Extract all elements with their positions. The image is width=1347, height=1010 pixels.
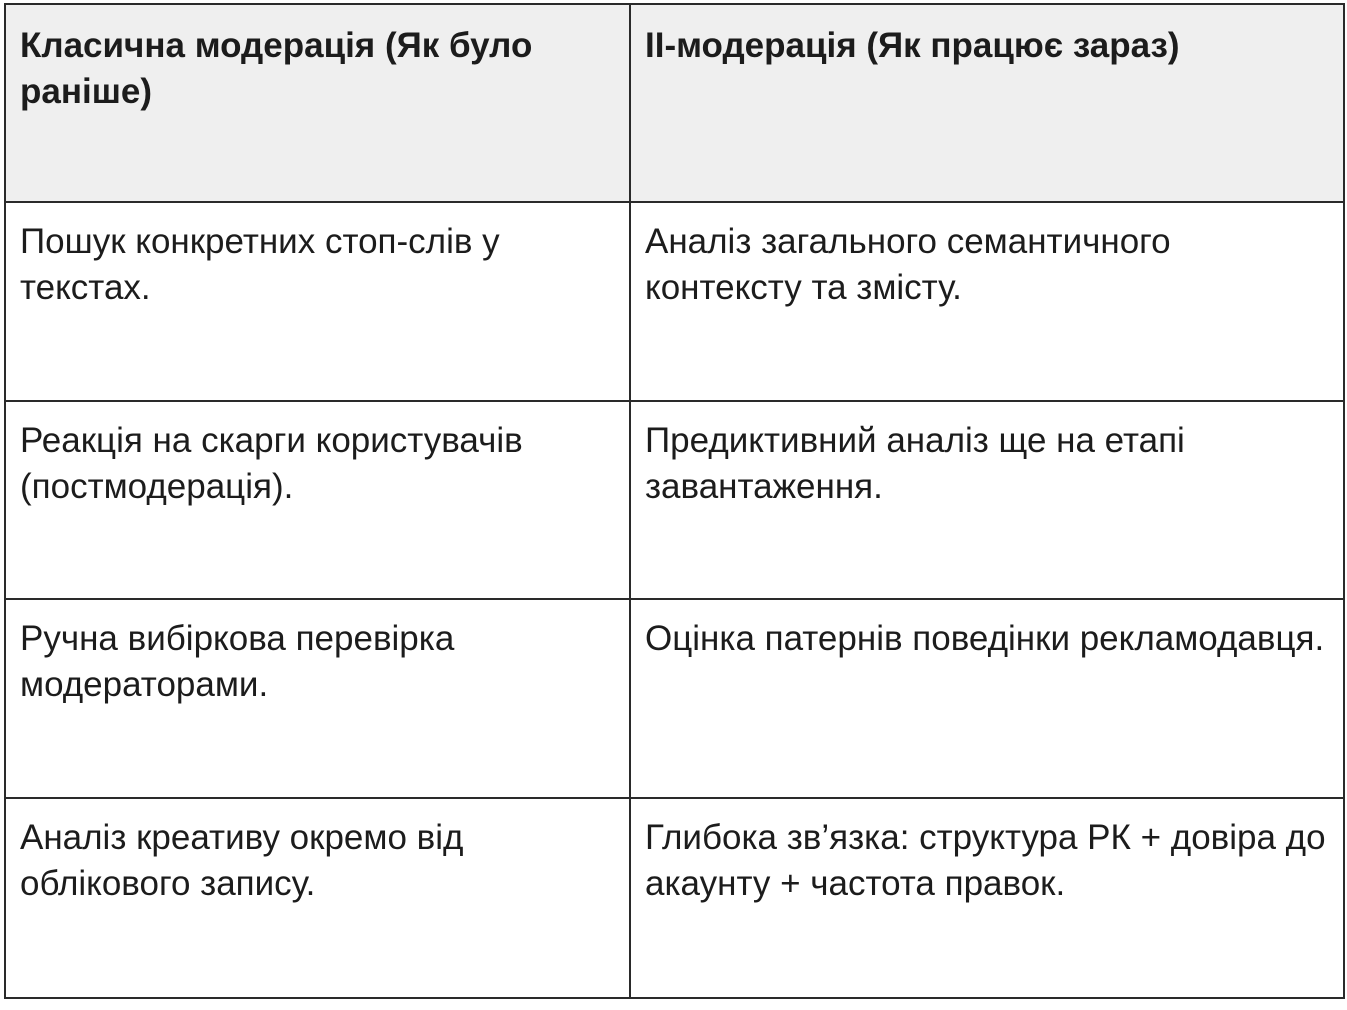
header-cell-ai-moderation: ІІ-модерація (Як працює зараз) bbox=[631, 5, 1343, 203]
comparison-table bbox=[4, 3, 1345, 999]
table-cell-row3-ai: Оцінка патернів поведінки рекламодавця. bbox=[631, 600, 1343, 798]
table-cell-row2-ai: Предиктивний аналіз ще на етапі завантаження. bbox=[631, 402, 1343, 600]
table-cell-row1-ai: Аналіз загального семантичного контексту та змісту. bbox=[631, 203, 1343, 401]
table-cell-row3-classic: Ручна вибіркова перевірка модераторами. bbox=[6, 600, 631, 798]
header-cell-classic-moderation: Класична модерація (Як було раніше) bbox=[6, 5, 631, 203]
table-cell-row4-ai: Глибока зв’язка: структура РК + довіра до акаунту + частота правок. bbox=[645, 817, 1326, 903]
table-cell-row2-classic: Реакція на скарги користувачів (постмодерація). bbox=[6, 402, 631, 600]
table-cell-row1-classic: Пошук конкретних стоп-слів у текстах. bbox=[6, 203, 631, 401]
table-cell-row4-classic: Аналіз креативу окремо від облікового запису. bbox=[6, 799, 631, 997]
